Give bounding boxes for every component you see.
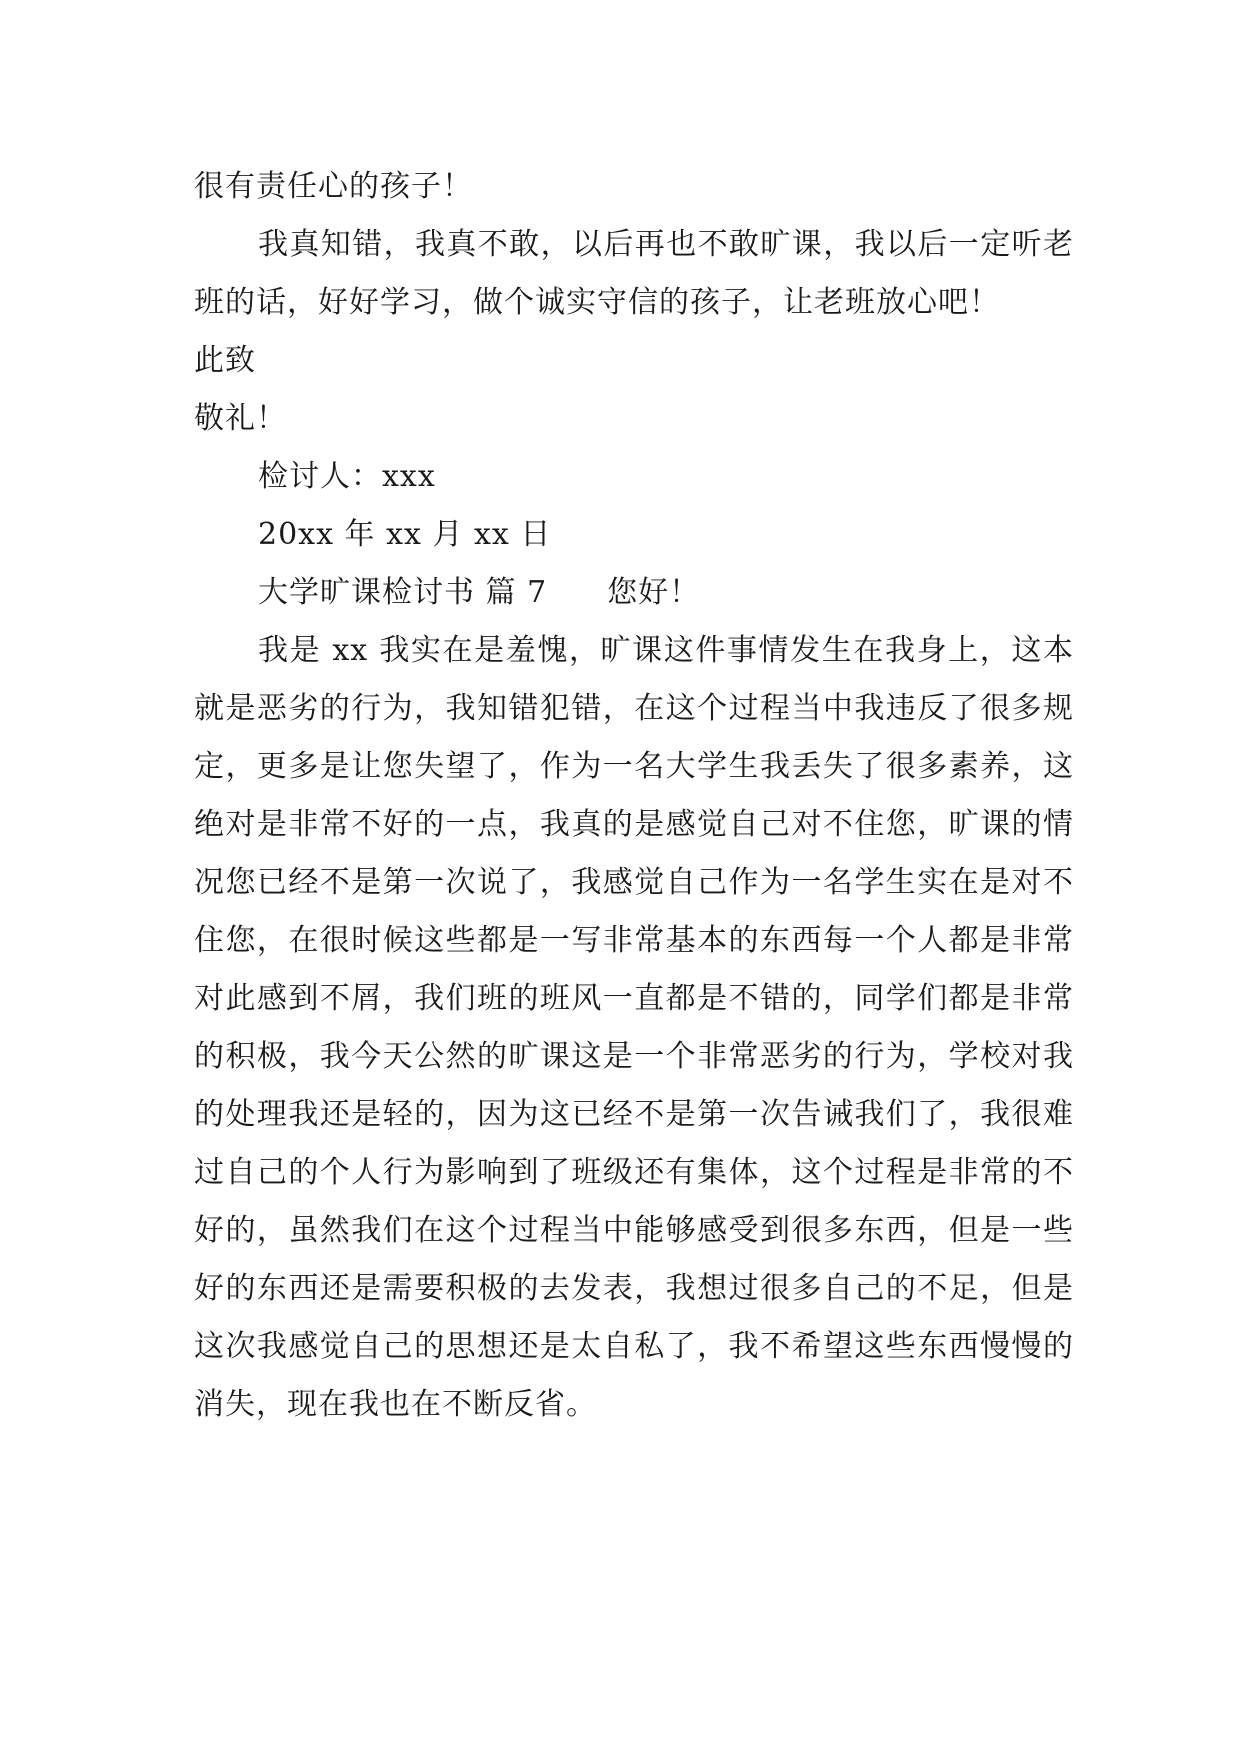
- closing-regards: 敬礼！: [194, 401, 287, 436]
- closing-salutation: 此致: [194, 343, 256, 378]
- section-title: 大学旷课检讨书 篇 7: [258, 575, 548, 610]
- greeting: 您好！: [607, 575, 701, 610]
- text-line-continuation: 很有责任心的孩子！: [194, 169, 473, 204]
- body-paragraph: 我是 xx 我实在是羞愧，旷课这件事情发生在我身上，这本就是恶劣的行为，我知错犯错，在这个过程当中我违反了很多规定，更多是让您失望了，作为一名大学生我丢失了很多素养，这绝对是非常不好的一点，我真的是感觉自己对不住您，旷课的情况您已经不是第一次说了，我感觉自己作为一名学生实在是对不住您，在很时候这些都是一写非常基本的东西每一个人都是非常对此感到不屑，我们班的班风一直都是不错的，同学们都是非常的积极，我今天公然的旷课这是一个非常恶劣的行为，学校对我的处理我还是轻的，因为这已经不是第一次告诫我们了，我很难过自己的个人行为影响到了班级还有集体，这个过程是非常的不好的，虽然我们在这个过程当中能够感受到很多东西，但是一些好的东西还是需要积极的去发表，我想过很多自己的不足，但是这次我感觉自己的思想还是太自私了，我不希望这些东西慢慢的消失，现在我也在不断反省。: [194, 633, 1074, 1422]
- date-line: 20xx 年 xx 月 xx 日: [258, 517, 552, 552]
- promise-paragraph: 我真知错，我真不敢，以后再也不敢旷课，我以后一定听老班的话，好好学习，做个诚实守信的孩子，让老班放心吧！: [194, 227, 1074, 320]
- section-heading-line: [194, 564, 1074, 622]
- signature-line: 检讨人：xxx: [258, 459, 436, 494]
- document-content: [194, 158, 1074, 1434]
